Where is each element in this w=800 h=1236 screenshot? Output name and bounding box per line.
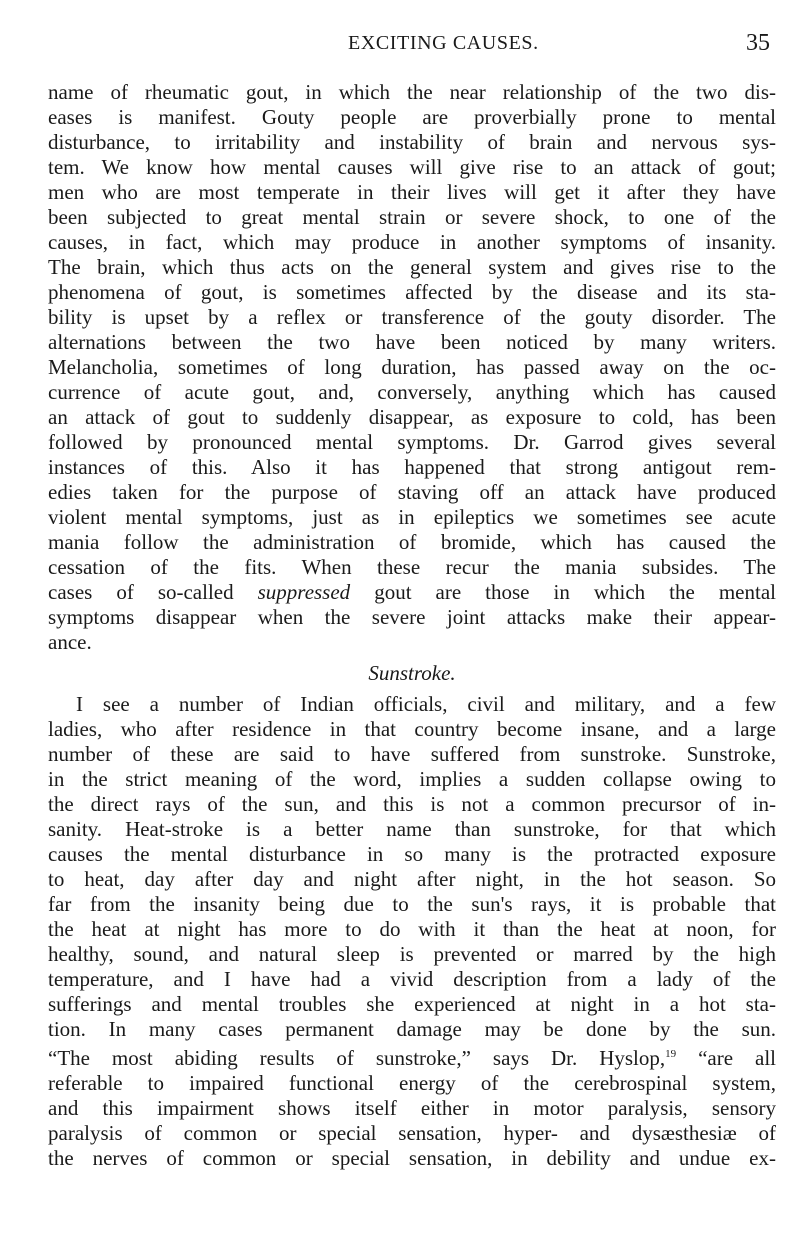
text-line: cessation of the fits. When these recur the mania subsides. The: [48, 555, 776, 579]
text-line: ance.: [48, 630, 92, 654]
text-line: name of rheumatic gout, in which the near relationship of the two dis-: [48, 80, 776, 104]
text-line: I see a number of Indian officials, civil and military, and a few: [76, 692, 776, 716]
text-line: [48, 580, 776, 605]
body-text: [48, 80, 776, 1171]
text-run: cases of so-called: [48, 580, 258, 604]
text-line: currence of acute gout, and, conversely, anything which has caused: [48, 380, 776, 404]
text-line: paralysis of common or special sensation, hyper- and dysæsthesiæ of: [48, 1121, 776, 1145]
text-line: temperature, and I have had a vivid description from a lady of the: [48, 967, 776, 991]
italic-term: suppressed: [257, 580, 351, 604]
text-line: symptoms disappear when the severe joint attacks make their appear-: [48, 605, 776, 629]
text-line: bility is upset by a reflex or transference of the gouty disorder. The: [48, 305, 776, 329]
page-number: 35: [746, 30, 770, 56]
text-line: men who are most temperate in their lives will get it after they have: [48, 180, 776, 204]
text-line: been subjected to great mental strain or severe shock, to one of the: [48, 205, 776, 229]
text-line: the direct rays of the sun, and this is not a common precursor of in-: [48, 792, 776, 816]
text-line: causes, in fact, which may produce in another symptoms of insanity.: [48, 230, 776, 254]
running-title: EXCITING CAUSES.: [348, 32, 539, 54]
text-line: referable to impaired functional energy of the cerebrospinal system,: [48, 1071, 776, 1095]
text-line: to heat, day after day and night after night, in the hot season. So: [48, 867, 776, 891]
text-line: healthy, sound, and natural sleep is prevented or marred by the high: [48, 942, 776, 966]
text-line: sanity. Heat-stroke is a better name than sunstroke, for that which: [48, 817, 776, 841]
footnote-marker: 19: [665, 1048, 677, 1060]
text-line: phenomena of gout, is sometimes affected by the disease and its sta-: [48, 280, 776, 304]
text-line: tion. In many cases permanent damage may be done by the sun.: [48, 1017, 776, 1041]
text-line: mania follow the administration of bromide, which has caused the: [48, 530, 776, 554]
text-line: followed by pronounced mental symptoms. Dr. Garrod gives several: [48, 430, 776, 454]
text-line: Melancholia, sometimes of long duration, has passed away on the oc-: [48, 355, 776, 379]
text-line: ladies, who after residence in that country become insane, and a large: [48, 717, 776, 741]
section-heading: Sunstroke.: [368, 661, 456, 685]
text-run: “are all: [676, 1046, 776, 1070]
text-line: violent mental symptoms, just as in epileptics we sometimes see acute: [48, 505, 776, 529]
text-run: gout are those in which the mental: [350, 580, 776, 604]
running-head: [48, 30, 770, 66]
text-line: an attack of gout to suddenly disappear, as exposure to cold, has been: [48, 405, 776, 429]
text-line: number of these are said to have suffered from sunstroke. Sunstroke,: [48, 742, 776, 766]
paragraph-sunstroke: [48, 692, 776, 1171]
text-line: tem. We know how mental causes will give rise to an attack of gout;: [48, 155, 776, 179]
text-line: the heat at night has more to do with it than the heat at noon, for: [48, 917, 776, 941]
text-line: causes the mental disturbance in so many is the protracted exposure: [48, 842, 776, 866]
text-line: disturbance, to irritability and instability of brain and nervous sys-: [48, 130, 776, 154]
text-line: instances of this. Also it has happened that strong antigout rem-: [48, 455, 776, 479]
text-line: edies taken for the purpose of staving off an attack have produced: [48, 480, 776, 504]
text-run: “The most abiding results of sunstroke,” says Dr. Hyslop,: [48, 1046, 666, 1070]
text-line: far from the insanity being due to the sun's rays, it is probable that: [48, 892, 776, 916]
text-line: eases is manifest. Gouty people are proverbially prone to mental: [48, 105, 776, 129]
text-line: and this impairment shows itself either in motor paralysis, sensory: [48, 1096, 776, 1120]
text-line: alternations between the two have been noticed by many writers.: [48, 330, 776, 354]
text-line: sufferings and mental troubles she experienced at night in a hot sta-: [48, 992, 776, 1016]
paragraph-gout: [48, 80, 776, 655]
text-line: the nerves of common or special sensation, in debility and undue ex-: [48, 1146, 776, 1170]
text-line: in the strict meaning of the word, implies a sudden collapse owing to: [48, 767, 776, 791]
text-line: The brain, which thus acts on the general system and gives rise to the: [48, 255, 776, 279]
text-line: [48, 1042, 776, 1071]
